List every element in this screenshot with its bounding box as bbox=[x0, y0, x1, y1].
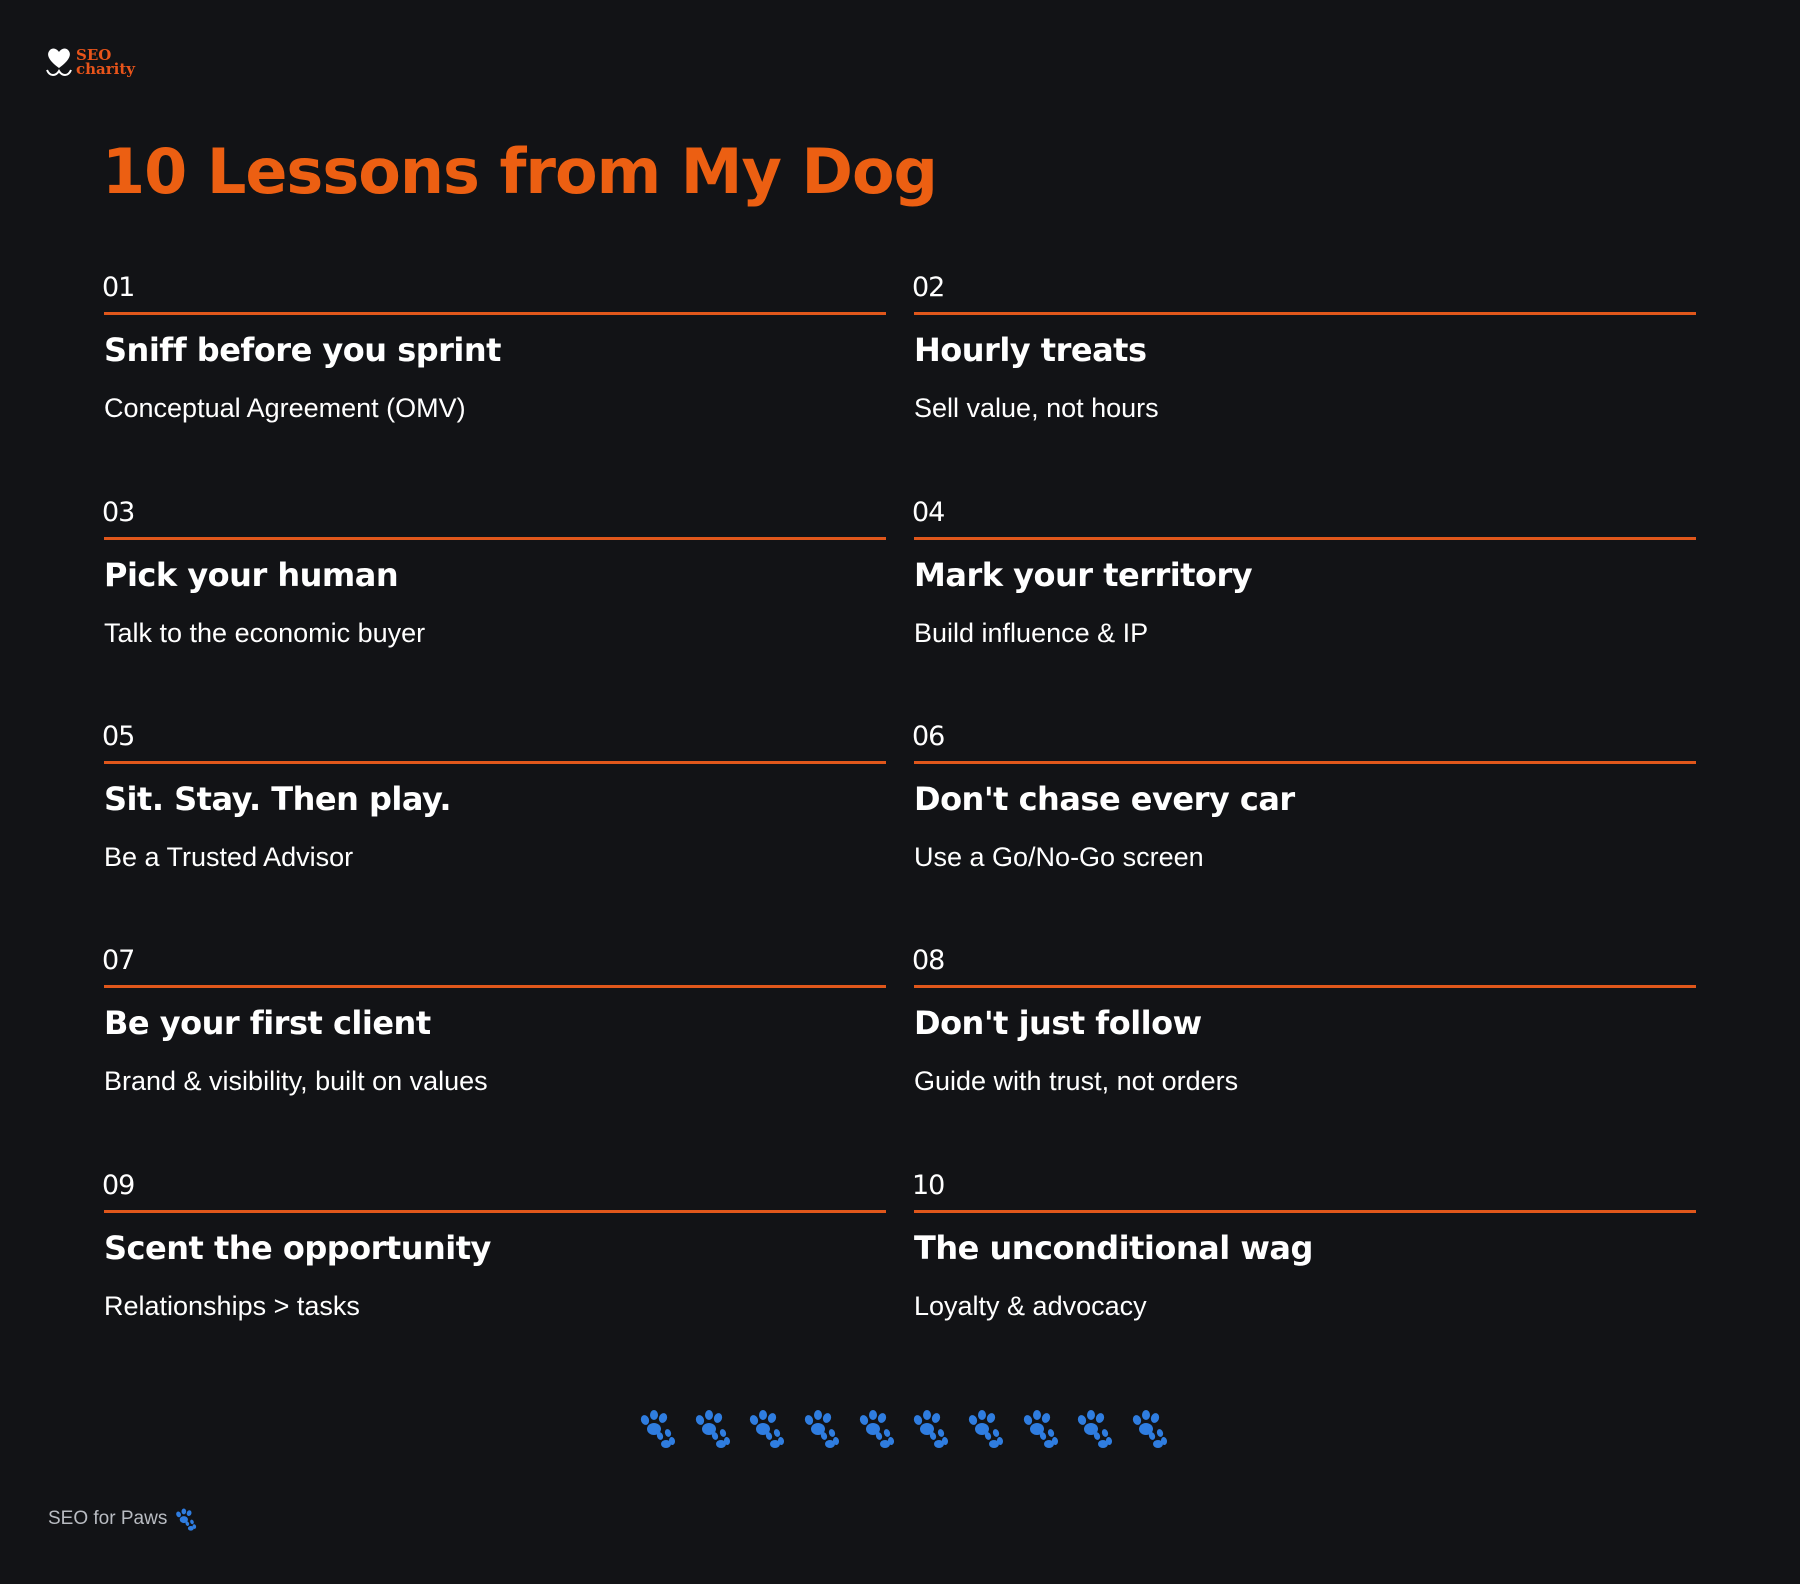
lesson-item bbox=[102, 1166, 884, 1366]
lesson-number: 08 bbox=[912, 945, 945, 976]
lesson-divider bbox=[914, 761, 1696, 764]
brand-line-1: SEO bbox=[76, 46, 112, 64]
paw-print-icon bbox=[741, 1404, 789, 1452]
lesson-subtitle: Loyalty & advocacy bbox=[914, 1291, 1147, 1321]
paw-print-icon bbox=[851, 1404, 899, 1452]
paw-print-icon bbox=[687, 1404, 735, 1452]
lesson-number: 02 bbox=[912, 272, 945, 303]
lesson-number: 01 bbox=[102, 272, 135, 303]
lesson-title: Be your first client bbox=[104, 1004, 431, 1042]
lesson-title: Scent the opportunity bbox=[104, 1229, 491, 1267]
footer-text: SEO for Paws bbox=[48, 1508, 168, 1529]
lesson-subtitle: Conceptual Agreement (OMV) bbox=[104, 393, 466, 423]
paw-print-row bbox=[632, 1404, 1172, 1452]
paw-print-icon bbox=[1124, 1404, 1172, 1452]
lesson-title: Sniff before you sprint bbox=[104, 331, 501, 369]
lesson-subtitle: Guide with trust, not orders bbox=[914, 1066, 1239, 1096]
lesson-divider bbox=[914, 985, 1696, 988]
lesson-item bbox=[912, 717, 1694, 917]
lesson-divider bbox=[104, 761, 886, 764]
lesson-divider bbox=[914, 537, 1696, 540]
lesson-item bbox=[102, 717, 884, 917]
lesson-divider bbox=[914, 312, 1696, 315]
lesson-divider bbox=[104, 985, 886, 988]
lesson-number: 10 bbox=[912, 1170, 945, 1201]
lesson-item bbox=[912, 941, 1694, 1141]
lesson-item bbox=[912, 1166, 1694, 1366]
lesson-number: 05 bbox=[102, 721, 135, 752]
lesson-title: Don't just follow bbox=[914, 1004, 1202, 1042]
lesson-number: 06 bbox=[912, 721, 945, 752]
paw-print-icon bbox=[1069, 1404, 1117, 1452]
lesson-number: 04 bbox=[912, 497, 945, 528]
lesson-subtitle: Relationships > tasks bbox=[104, 1291, 360, 1321]
lesson-subtitle: Brand & visibility, built on values bbox=[104, 1066, 488, 1096]
lesson-subtitle: Use a Go/No-Go screen bbox=[914, 842, 1204, 872]
lesson-subtitle: Sell value, not hours bbox=[914, 393, 1159, 423]
lesson-divider bbox=[104, 537, 886, 540]
paw-print-icon bbox=[960, 1404, 1008, 1452]
lesson-title: Sit. Stay. Then play. bbox=[104, 780, 452, 818]
lesson-divider bbox=[914, 1210, 1696, 1213]
brand-line-2: charity bbox=[76, 60, 136, 78]
paw-print-icon bbox=[632, 1404, 680, 1452]
lesson-number: 07 bbox=[102, 945, 135, 976]
page-title: 10 Lessons from My Dog bbox=[102, 135, 937, 208]
footer bbox=[48, 1505, 199, 1533]
lesson-number: 03 bbox=[102, 497, 135, 528]
lesson-number: 09 bbox=[102, 1170, 135, 1201]
paw-print-icon bbox=[171, 1505, 199, 1533]
lesson-subtitle: Be a Trusted Advisor bbox=[104, 842, 354, 872]
lesson-divider bbox=[104, 312, 886, 315]
lesson-title: Hourly treats bbox=[914, 331, 1147, 369]
lesson-item bbox=[102, 941, 884, 1141]
lesson-item bbox=[102, 268, 884, 468]
lesson-item bbox=[912, 268, 1694, 468]
lesson-title: Don't chase every car bbox=[914, 780, 1295, 818]
paw-print-icon bbox=[905, 1404, 953, 1452]
lesson-item bbox=[912, 493, 1694, 693]
lesson-subtitle: Build influence & IP bbox=[914, 618, 1149, 648]
lesson-divider bbox=[104, 1210, 886, 1213]
paw-print-icon bbox=[1015, 1404, 1063, 1452]
lesson-item bbox=[102, 493, 884, 693]
lesson-title: Pick your human bbox=[104, 556, 399, 594]
lesson-title: The unconditional wag bbox=[914, 1229, 1313, 1267]
lesson-title: Mark your territory bbox=[914, 556, 1253, 594]
lesson-subtitle: Talk to the economic buyer bbox=[104, 618, 426, 648]
paw-print-icon bbox=[796, 1404, 844, 1452]
